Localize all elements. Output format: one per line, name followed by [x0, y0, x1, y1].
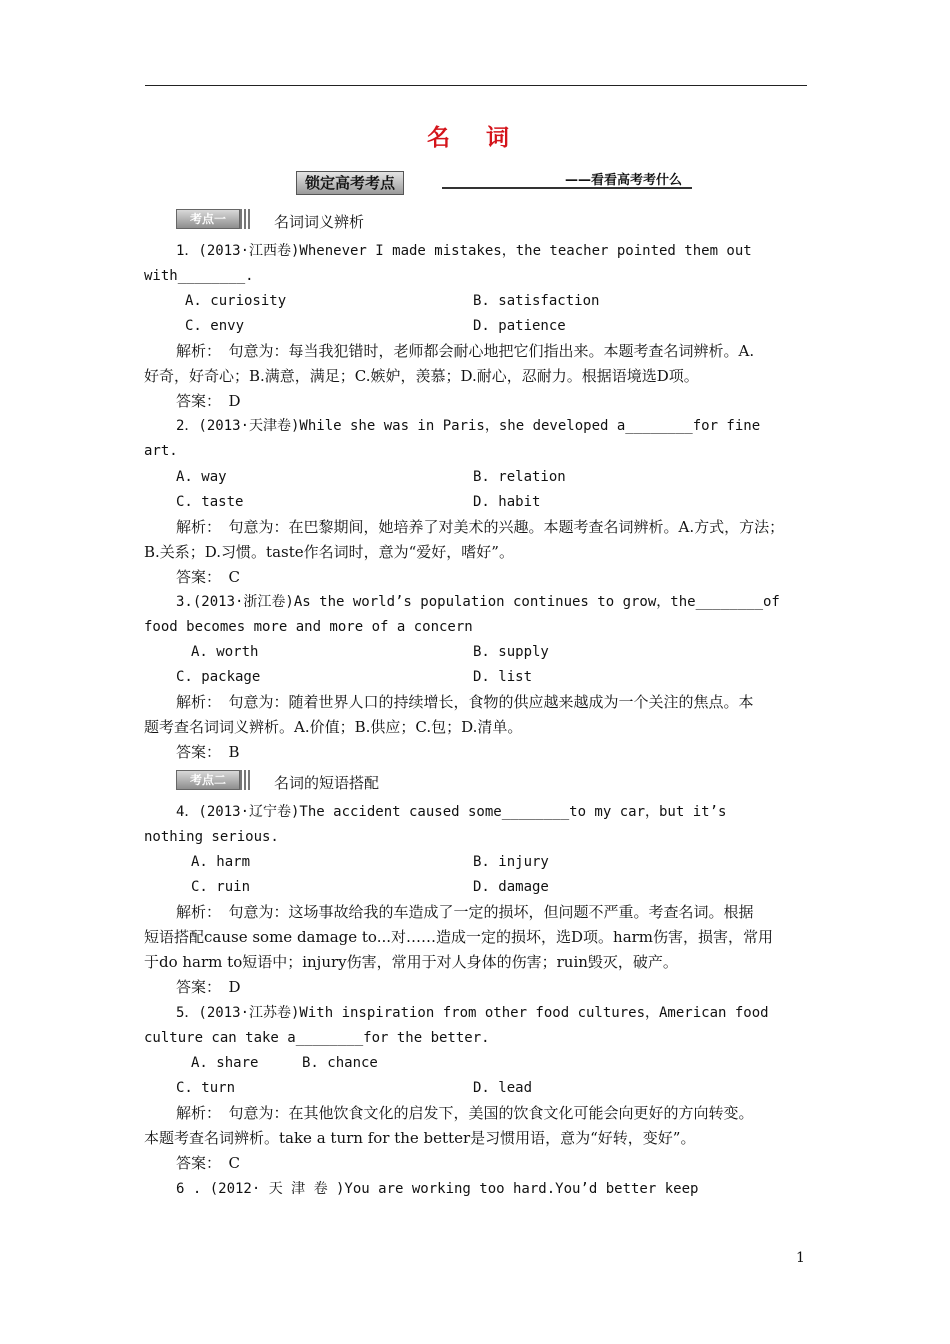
answer: 答案： B: [176, 743, 240, 761]
analysis: 解析： 句意为：随着世界人口的持续增长，食物的供应越来越成为一个关注的焦点。本: [176, 693, 754, 711]
question-stem: 1．(2013·江西卷)Whenever I made mistakes，the teacher pointed them out: [176, 243, 752, 259]
option-d: D. lead: [473, 1080, 533, 1096]
option-c: C. ruin: [191, 879, 251, 895]
answer: 答案： C: [176, 1154, 240, 1172]
question-stem: 3.(2013·浙江卷)As the world’s population continues to grow，the________of: [176, 594, 780, 610]
analysis: 解析： 句意为：在巴黎期间，她培养了对美术的兴趣。本题考查名词辨析。A.方式，方法；: [176, 518, 785, 536]
tag-decoration: [240, 770, 250, 790]
option-b: B. satisfaction: [473, 293, 600, 309]
option-a: A. curiosity: [185, 293, 287, 309]
analysis-cont: 题考查名词词义辨析。A.价值；B.供应；C.包；D.清单。: [144, 718, 523, 736]
option-d: D. damage: [473, 879, 549, 895]
analysis-cont: B.关系；D.习惯。taste作名词时，意为“爱好，嗜好”。: [144, 543, 514, 561]
question-stem-cont: food becomes more and more of a concern: [144, 619, 473, 635]
option-c: C. envy: [185, 318, 245, 334]
banner-label: 锁定高考考点: [296, 171, 404, 195]
analysis-cont: 短语搭配cause some damage to...对……造成一定的损坏，选D项。harm伤害，损害，常用: [144, 928, 774, 946]
question-stem-cont: culture can take a________for the better.: [144, 1030, 490, 1046]
analysis: 解析： 句意为：每当我犯错时，老师都会耐心地把它们指出来。本题考查名词辨析。A.: [176, 342, 755, 360]
option-d: D. habit: [473, 494, 541, 510]
question-stem-cont: with________.: [144, 268, 254, 284]
tag-decoration: [240, 209, 250, 229]
question-stem: 6 . (2012· 天 津 卷 )You are working too hard.You’d better keep: [176, 1181, 699, 1197]
analysis: 解析： 句意为：在其他饮食文化的启发下，美国的饮食文化可能会向更好的方向转变。: [176, 1104, 754, 1122]
banner-subtitle: ——看看高考考什么: [564, 173, 682, 188]
question-stem-cont: nothing serious.: [144, 829, 279, 845]
option-a: A. share: [191, 1055, 259, 1071]
option-b: B. relation: [473, 469, 566, 485]
section-tag: 考点二: [176, 770, 240, 790]
answer: 答案： C: [176, 568, 240, 586]
option-b: B. injury: [473, 854, 549, 870]
option-a: A. harm: [191, 854, 251, 870]
section-title: 名词词义辨析: [274, 213, 365, 231]
option-c: C. turn: [176, 1080, 236, 1096]
option-c: C. taste: [176, 494, 244, 510]
option-d: D. patience: [473, 318, 566, 334]
option-a: A. way: [176, 469, 227, 485]
question-stem: 5．(2013·江苏卷)With inspiration from other food cultures，American food: [176, 1005, 769, 1021]
analysis: 解析： 句意为：这场事故给我的车造成了一定的损坏，但问题不严重。考查名词。根据: [176, 903, 754, 921]
analysis-cont: 好奇，好奇心；B.满意，满足；C.嫉妒，羡慕；D.耐心，忍耐力。根据语境选D项。: [144, 367, 699, 385]
option-b: B. chance: [302, 1055, 378, 1071]
section-title: 名词的短语搭配: [274, 774, 380, 792]
option-a: A. worth: [191, 644, 259, 660]
page-title: 名 词: [426, 125, 523, 151]
section-banner: [292, 168, 692, 194]
option-b: B. supply: [473, 644, 549, 660]
question-stem-cont: art.: [144, 443, 178, 459]
option-d: D. list: [473, 669, 533, 685]
analysis-cont: 本题考查名词辨析。take a turn for the better是习惯用语，意为“好转，变好”。: [144, 1129, 696, 1147]
analysis-cont: 于do harm to短语中；injury伤害，常用于对人身体的伤害；ruin毁灭，破产。: [144, 953, 678, 971]
answer: 答案： D: [176, 392, 241, 410]
question-stem: 2．(2013·天津卷)While she was in Paris，she developed a________for fine: [176, 418, 761, 434]
answer: 答案： D: [176, 978, 241, 996]
section-tag: 考点一: [176, 209, 240, 229]
option-c: C. package: [176, 669, 261, 685]
header-rule: [145, 85, 807, 86]
page-number: 1: [796, 1250, 805, 1266]
question-stem: 4．(2013·辽宁卷)The accident caused some________to my car，but it’s: [176, 804, 727, 820]
